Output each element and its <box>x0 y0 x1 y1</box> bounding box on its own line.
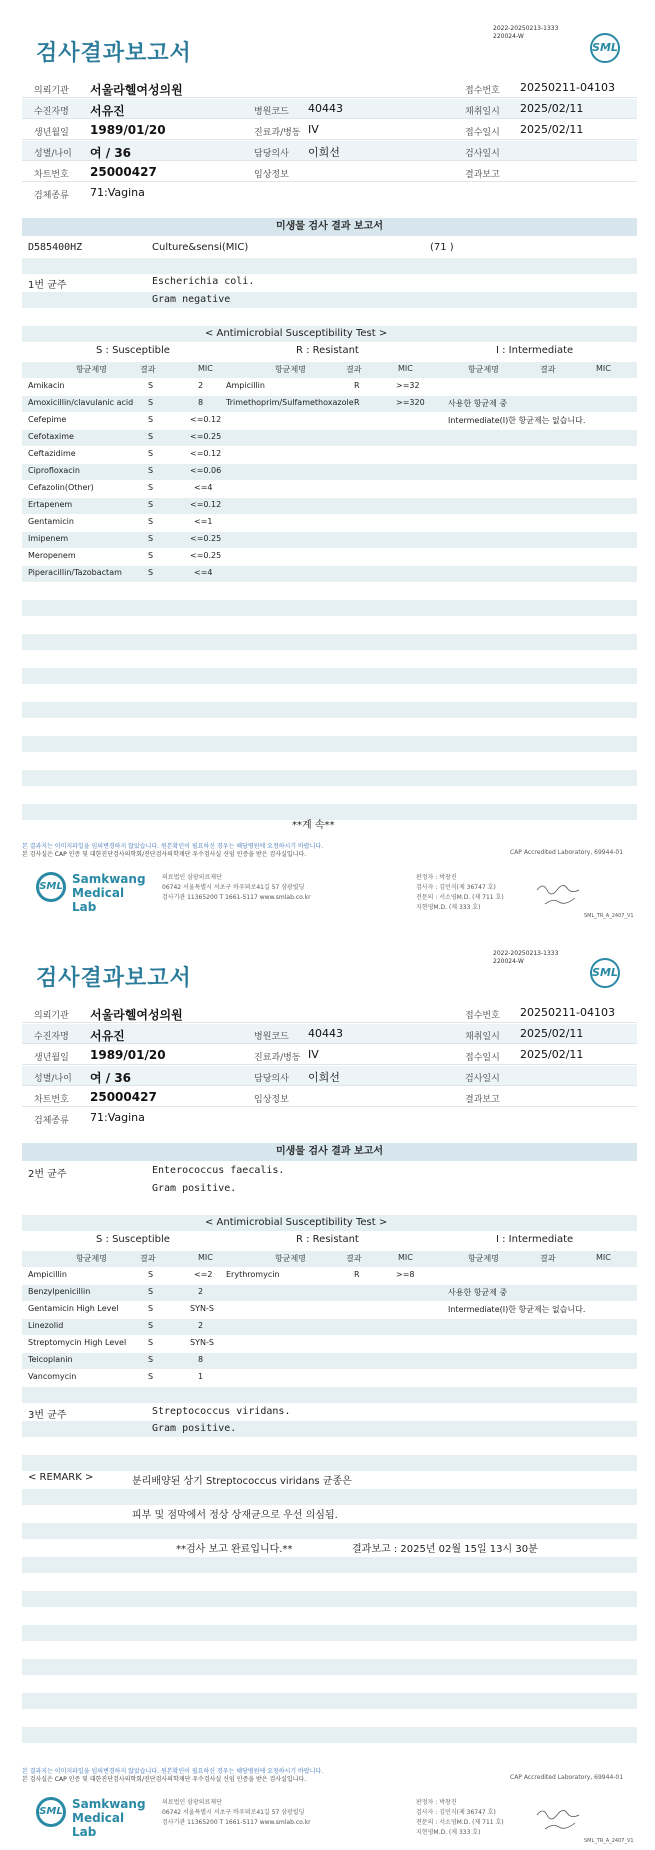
legend-intermediate: I : Intermediate <box>496 1234 574 1245</box>
org-addr1: 의료법인 삼광의료재단 <box>162 874 222 881</box>
col-result-header: 결과 <box>140 1254 156 1263</box>
isolate-label: 3번 균주 <box>28 1410 67 1421</box>
col-drug-header: 항균제명 <box>76 1254 107 1263</box>
drug-mic: 1 <box>198 1372 204 1381</box>
drug-mic: <=0.25 <box>190 534 222 543</box>
info-row-dob: 생년월일 1989/01/20 진료과/병동 IV 접수일시 2025/02/11 <box>22 120 637 140</box>
drug-result: S <box>148 551 154 560</box>
org-addr3: 검사기관 11365200 T 1661-5117 www.smlab.co.kr <box>162 894 311 901</box>
col-drug-header: 항균제명 <box>468 1254 499 1263</box>
drug-name: Amoxicillin/clavulanic acid <box>28 398 134 407</box>
drug-name: Piperacillin/Tazobactam <box>28 568 122 577</box>
info-row-name: 수진자명 서유진 병원코드 40443 채취일시 2025/02/11 <box>22 99 637 119</box>
cap-accreditation: CAP Accredited Laboratory, 69944-01 <box>510 1774 624 1781</box>
drug-mic: 8 <box>198 398 204 407</box>
drug-result: S <box>148 449 154 458</box>
organism-name: Escherichia coli. <box>152 276 255 287</box>
drug-name: Ciprofloxacin <box>28 466 80 475</box>
drug-mic: <=0.25 <box>190 551 222 560</box>
remark-label: < REMARK > <box>28 1472 94 1483</box>
info-row-dob: 생년월일 1989/01/20 진료과/병동 IV 접수일시 2025/02/11 <box>22 1045 637 1065</box>
drug-result: R <box>354 1270 360 1279</box>
drug-result: S <box>148 483 154 492</box>
signer-4: 지현영M.D. (제 333 호) <box>416 1829 481 1836</box>
gram-stain: Gram positive. <box>152 1423 237 1434</box>
drug-mic: 2 <box>198 1321 204 1330</box>
continued-marker: **계 속** <box>292 820 335 831</box>
drug-mic: <=0.12 <box>190 415 222 424</box>
report-page-2 <box>0 925 655 1850</box>
drug-name: Amikacin <box>28 381 65 390</box>
note-recommended: 사용한 항균제 중 <box>448 1288 508 1297</box>
signer-2: 검사자 : 김민식(제 36747 호) <box>416 884 496 891</box>
signer-3: 전문의 : 서소영M.D. (제 711 호) <box>416 894 504 901</box>
note-intermediate: Intermediate(I)한 항균제는 없습니다. <box>448 416 586 425</box>
legend-susceptible: S : Susceptible <box>96 1234 170 1245</box>
legend-susceptible: S : Susceptible <box>96 345 170 356</box>
isolate-label: 2번 균주 <box>28 1169 67 1180</box>
footer-note: 본 결과지는 이미지파일을 임의변경하지 않았습니다. 원본확인이 필요하신 경우는 해당병원에 요청하시기 바랍니다. <box>22 1768 324 1775</box>
legend-resistant: R : Resistant <box>296 1234 359 1245</box>
drug-mic: >=32 <box>396 381 420 390</box>
isolate-label: 1번 균주 <box>28 280 67 291</box>
signature-mark <box>535 1803 595 1833</box>
drug-mic: >=8 <box>396 1270 415 1279</box>
signer-1: 판정자 : 박창진 <box>416 874 457 881</box>
ast-title: < Antimicrobial Susceptibility Test > <box>205 328 388 339</box>
col-mic-header: MIC <box>198 364 213 373</box>
col-mic-header: MIC <box>398 364 413 373</box>
drug-result: S <box>148 1304 154 1313</box>
sml-logo-icon: SML <box>36 1797 66 1827</box>
signer-1: 판정자 : 박창진 <box>416 1799 457 1806</box>
drug-mic: <=4 <box>194 483 213 492</box>
test-number: (71 ) <box>430 242 454 253</box>
barcode-text: 2022-20250213-1333 220024-W <box>493 25 559 40</box>
drug-mic: <=0.25 <box>190 432 222 441</box>
form-code: SML_TR_A_2407_V1 <box>584 1838 634 1844</box>
col-result-header: 결과 <box>140 365 156 374</box>
drug-mic: 2 <box>198 381 204 390</box>
drug-result: S <box>148 1372 154 1381</box>
drug-result: S <box>148 1270 154 1279</box>
drug-name: Cefepime <box>28 415 67 424</box>
page-title: 검사결과보고서 <box>36 966 192 991</box>
sml-logo: SML <box>590 33 620 63</box>
col-drug-header: 항균제명 <box>275 1254 306 1263</box>
drug-mic: <=0.12 <box>190 449 222 458</box>
legend-intermediate: I : Intermediate <box>496 345 574 356</box>
signer-2: 검사자 : 김민식(제 36747 호) <box>416 1809 496 1816</box>
info-row-chart: 차트번호 25000427 임상정보 결과보고 <box>22 162 637 182</box>
org-addr2: 06742 서울특별시 서초구 바우뫼로41길 57 삼광빌딩 <box>162 884 305 891</box>
drug-name: Vancomycin <box>28 1372 77 1381</box>
drug-mic: >=320 <box>396 398 425 407</box>
col-mic-header: MIC <box>398 1253 413 1262</box>
col-drug-header: 항균제명 <box>468 365 499 374</box>
drug-result: R <box>354 381 360 390</box>
signature-mark <box>535 878 595 908</box>
drug-name: Linezolid <box>28 1321 64 1330</box>
test-name: Culture&sensi(MIC) <box>152 242 249 253</box>
drug-result: S <box>148 568 154 577</box>
col-result-header: 결과 <box>540 1254 556 1263</box>
drug-name: Erythromycin <box>226 1270 280 1279</box>
col-drug-header: 항균제명 <box>275 365 306 374</box>
drug-name: Imipenem <box>28 534 69 543</box>
drug-result: S <box>148 500 154 509</box>
drug-result: S <box>148 398 154 407</box>
drug-mic: SYN-S <box>190 1304 214 1313</box>
drug-name: Streptomycin High Level <box>28 1338 127 1347</box>
sml-logo-icon: SML <box>36 872 66 902</box>
footer-cap-note: 본 검사실은 CAP 인증 및 대한진단검사의학회/진단검사의학재단 우수검사실 신임 인증을 받은 검사실입니다. <box>22 851 307 858</box>
sml-logo: SML <box>590 958 620 988</box>
drug-mic: SYN-S <box>190 1338 214 1347</box>
drug-name: Ceftazidime <box>28 449 76 458</box>
form-code: SML_TR_A_2407_V1 <box>584 913 634 919</box>
drug-name: Trimethoprim/Sulfamethoxazole <box>226 398 354 407</box>
drug-result: S <box>148 1321 154 1330</box>
drug-mic: <=0.12 <box>190 500 222 509</box>
org-addr2: 06742 서울특별시 서초구 바우뫼로41길 57 삼광빌딩 <box>162 1809 305 1816</box>
signer-4: 지현영M.D. (제 333 호) <box>416 904 481 911</box>
micro-section-title: 미생물 검사 결과 보고서 <box>22 218 637 236</box>
col-mic-header: MIC <box>596 364 611 373</box>
info-row-sexage: 성별/나이 여 / 36 담당의사 이희선 검사일시 <box>22 1066 637 1086</box>
organism-name: Streptococcus viridans. <box>152 1406 291 1417</box>
col-result-header: 결과 <box>346 1254 362 1263</box>
drug-name: Teicoplanin <box>28 1355 73 1364</box>
drug-result: S <box>148 534 154 543</box>
footer-cap-note: 본 검사실은 CAP 인증 및 대한진단검사의학회/진단검사의학재단 우수검사실 신임 인증을 받은 검사실입니다. <box>22 1776 307 1783</box>
drug-result: S <box>148 1287 154 1296</box>
info-row-institution: 의뢰기관 서울라헬여성의원 접수번호 20250211-04103 <box>22 78 637 98</box>
drug-name: Cefazolin(Other) <box>28 483 94 492</box>
drug-result: R <box>354 398 360 407</box>
report-time: 결과보고 : 2025년 02월 15일 13시 30분 <box>352 1544 538 1555</box>
gram-stain: Gram positive. <box>152 1183 237 1194</box>
org-logo: SML Samkwang Medical Lab <box>36 1795 146 1831</box>
drug-name: Benzylpenicillin <box>28 1287 91 1296</box>
drug-mic: 8 <box>198 1355 204 1364</box>
footer-note: 본 결과지는 이미지파일을 임의변경하지 않았습니다. 원본확인이 필요하신 경우는 해당병원에 요청하시기 바랍니다. <box>22 843 324 850</box>
drug-name: Gentamicin <box>28 517 74 526</box>
barcode-text: 2022-20250213-1333 220024-W <box>493 950 559 965</box>
drug-name: Ertapenem <box>28 500 73 509</box>
drug-mic: <=4 <box>194 568 213 577</box>
drug-result: S <box>148 432 154 441</box>
info-row-specimen: 검체종류 71:Vagina <box>34 186 145 201</box>
col-mic-header: MIC <box>596 1253 611 1262</box>
organism-name: Enterococcus faecalis. <box>152 1165 285 1176</box>
drug-result: S <box>148 1355 154 1364</box>
col-result-header: 결과 <box>346 365 362 374</box>
org-addr3: 검사기관 11365200 T 1661-5117 www.smlab.co.kr <box>162 1819 311 1826</box>
info-row-specimen: 검체종류 71:Vagina <box>34 1111 145 1126</box>
info-row-institution: 의뢰기관 서울라헬여성의원 접수번호 20250211-04103 <box>22 1003 637 1023</box>
drug-mic: <=0.06 <box>190 466 222 475</box>
info-row-chart: 차트번호 25000427 임상정보 결과보고 <box>22 1087 637 1107</box>
drug-mic: <=2 <box>194 1270 213 1279</box>
ast-title: < Antimicrobial Susceptibility Test > <box>205 1217 388 1228</box>
gram-stain: Gram negative <box>152 294 231 305</box>
info-row-sexage: 성별/나이 여 / 36 담당의사 이희선 검사일시 <box>22 141 637 161</box>
drug-name: Gentamicin High Level <box>28 1304 119 1313</box>
page-title: 검사결과보고서 <box>36 41 192 66</box>
drug-mic: 2 <box>198 1287 204 1296</box>
drug-result: S <box>148 517 154 526</box>
info-row-name: 수진자명 서유진 병원코드 40443 채취일시 2025/02/11 <box>22 1024 637 1044</box>
remark-line-2: 피부 및 점막에서 정상 상재균으로 우선 의심됨. <box>132 1510 338 1521</box>
drug-name: Meropenem <box>28 551 76 560</box>
note-intermediate: Intermediate(I)한 항균제는 없습니다. <box>448 1305 586 1314</box>
micro-section-title: 미생물 검사 결과 보고서 <box>22 1143 637 1161</box>
test-code: D585400HZ <box>28 242 83 253</box>
report-complete: **검사 보고 완료입니다.** <box>176 1544 293 1555</box>
drug-name: Cefotaxime <box>28 432 74 441</box>
org-logo: SML Samkwang Medical Lab <box>36 870 146 906</box>
col-result-header: 결과 <box>540 365 556 374</box>
drug-result: S <box>148 466 154 475</box>
note-recommended: 사용한 항균제 중 <box>448 399 508 408</box>
drug-result: S <box>148 415 154 424</box>
cap-accreditation: CAP Accredited Laboratory, 69944-01 <box>510 849 624 856</box>
signer-3: 전문의 : 서소영M.D. (제 711 호) <box>416 1819 504 1826</box>
remark-line-1: 분리배양된 상기 Streptococcus viridans 균종은 <box>132 1476 352 1487</box>
drug-mic: <=1 <box>194 517 213 526</box>
org-addr1: 의료법인 삼광의료재단 <box>162 1799 222 1806</box>
col-drug-header: 항균제명 <box>76 365 107 374</box>
drug-name: Ampicillin <box>28 1270 67 1279</box>
col-mic-header: MIC <box>198 1253 213 1262</box>
drug-result: S <box>148 381 154 390</box>
drug-name: Ampicillin <box>226 381 265 390</box>
drug-result: S <box>148 1338 154 1347</box>
legend-resistant: R : Resistant <box>296 345 359 356</box>
